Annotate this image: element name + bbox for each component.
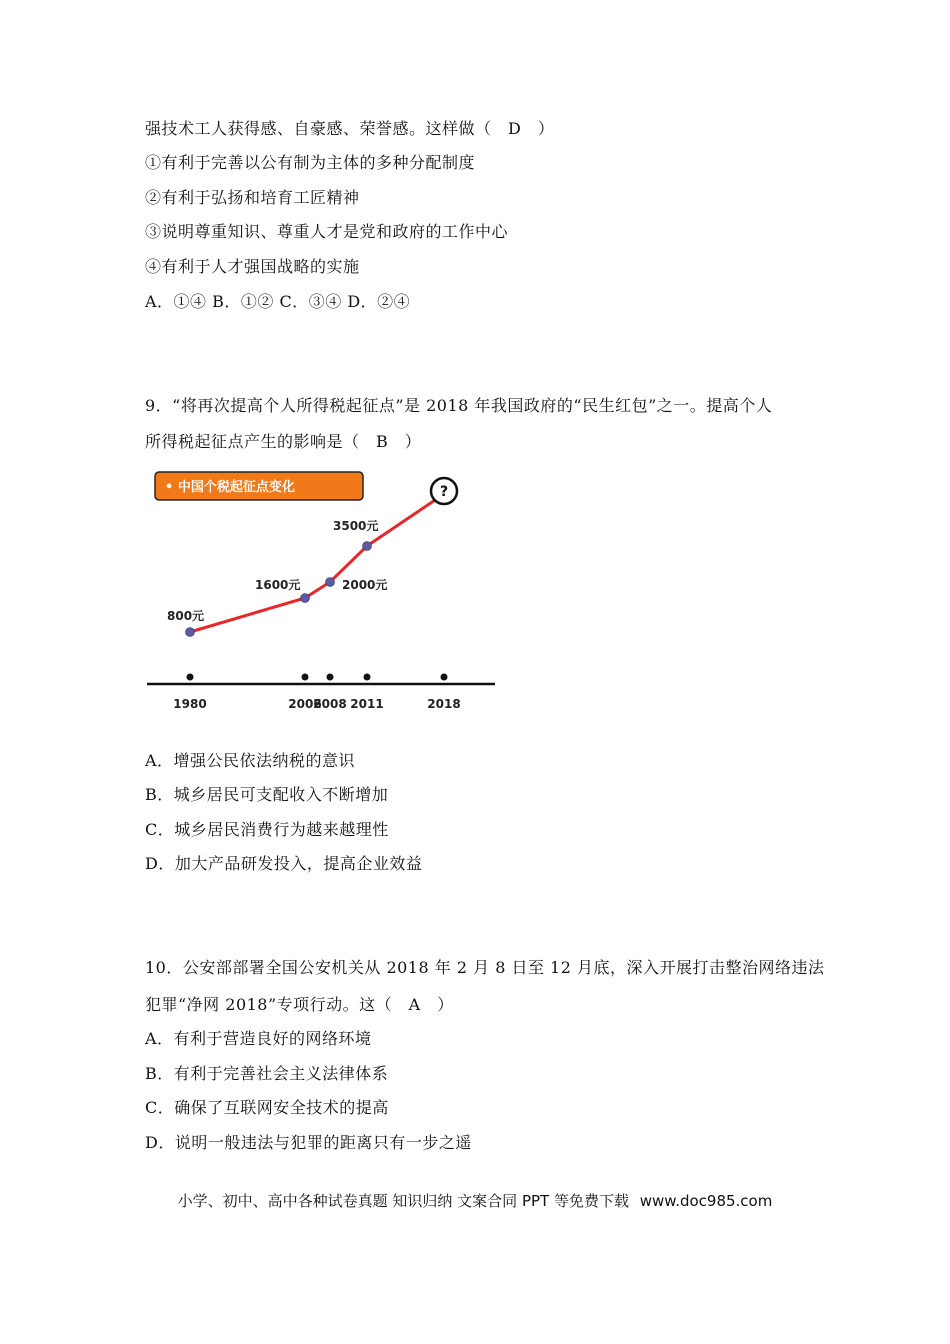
footer-url: www.doc985.com — [639, 1192, 773, 1210]
x-tick-label: 2011 — [350, 697, 384, 711]
axis-tick-dot — [327, 674, 334, 681]
axis-tick-dot — [187, 674, 194, 681]
q10-option-d: D．说明一般违法与犯罪的距离只有一步之遥 — [145, 1133, 472, 1152]
footer-text: 小学、初中、高中各种试卷真题 知识归纳 文案合同 PPT 等免费下载 — [177, 1192, 629, 1210]
series-line — [190, 494, 444, 632]
q8-item-2: ②有利于弘扬和培育工匠精神 — [145, 188, 360, 207]
q9-option-d: D．加大产品研发投入，提高企业效益 — [145, 854, 423, 873]
x-tick-label: 2008 — [313, 697, 347, 711]
unknown-value-label: ? — [439, 484, 449, 500]
data-label: 3500元 — [333, 519, 379, 533]
tax-threshold-chart — [145, 462, 500, 717]
q8-item-3: ③说明尊重知识、尊重人才是党和政府的工作中心 — [145, 222, 509, 241]
chart-title: • 中国个税起征点变化 — [165, 480, 295, 495]
q10-stem-line2: 犯罪“净网 2018”专项行动。这（ A ） — [145, 995, 454, 1014]
q9-option-a: A．增强公民依法纳税的意识 — [145, 751, 356, 770]
data-label: 2000元 — [342, 578, 388, 592]
data-point — [363, 542, 372, 551]
data-point — [186, 628, 195, 637]
x-tick-label: 1980 — [173, 697, 207, 711]
q10-stem-line1: 10．公安部部署全国公安机关从 2018 年 2 月 8 日至 12 月底，深入开展打击整治网络违法 — [145, 958, 825, 977]
x-tick-label: 2006 — [288, 697, 322, 711]
data-label: 1600元 — [255, 578, 301, 592]
q9-stem-line1: 9．“将再次提高个人所得税起征点”是 2018 年我国政府的“民生红包”之一。提高个人 — [145, 396, 773, 415]
chart-svg — [145, 462, 500, 717]
q10-option-c: C．确保了互联网安全技术的提高 — [145, 1098, 389, 1117]
q8-stem-tail: 强技术工人获得感、自豪感、荣誉感。这样做（ D ） — [145, 119, 555, 138]
q10-option-a: A．有利于营造良好的网络环境 — [145, 1029, 372, 1048]
q10-option-b: B．有利于完善社会主义法律体系 — [145, 1064, 389, 1083]
x-tick-label: 2018 — [427, 697, 461, 711]
data-point — [301, 594, 310, 603]
q9-option-c: C．城乡居民消费行为越来越理性 — [145, 820, 389, 839]
q9-stem-line2: 所得税起征点产生的影响是（ B ） — [145, 432, 422, 451]
data-label: 800元 — [167, 609, 205, 623]
axis-tick-dot — [441, 674, 448, 681]
q9-option-b: B．城乡居民可支配收入不断增加 — [145, 785, 389, 804]
q8-options: A．①④ B．①② C．③④ D．②④ — [145, 292, 411, 311]
page-footer — [0, 1190, 950, 1211]
q8-item-1: ①有利于完善以公有制为主体的多种分配制度 — [145, 153, 476, 172]
axis-tick-dot — [364, 674, 371, 681]
data-point — [326, 578, 335, 587]
axis-tick-dot — [302, 674, 309, 681]
q8-item-4: ④有利于人才强国战略的实施 — [145, 257, 360, 276]
